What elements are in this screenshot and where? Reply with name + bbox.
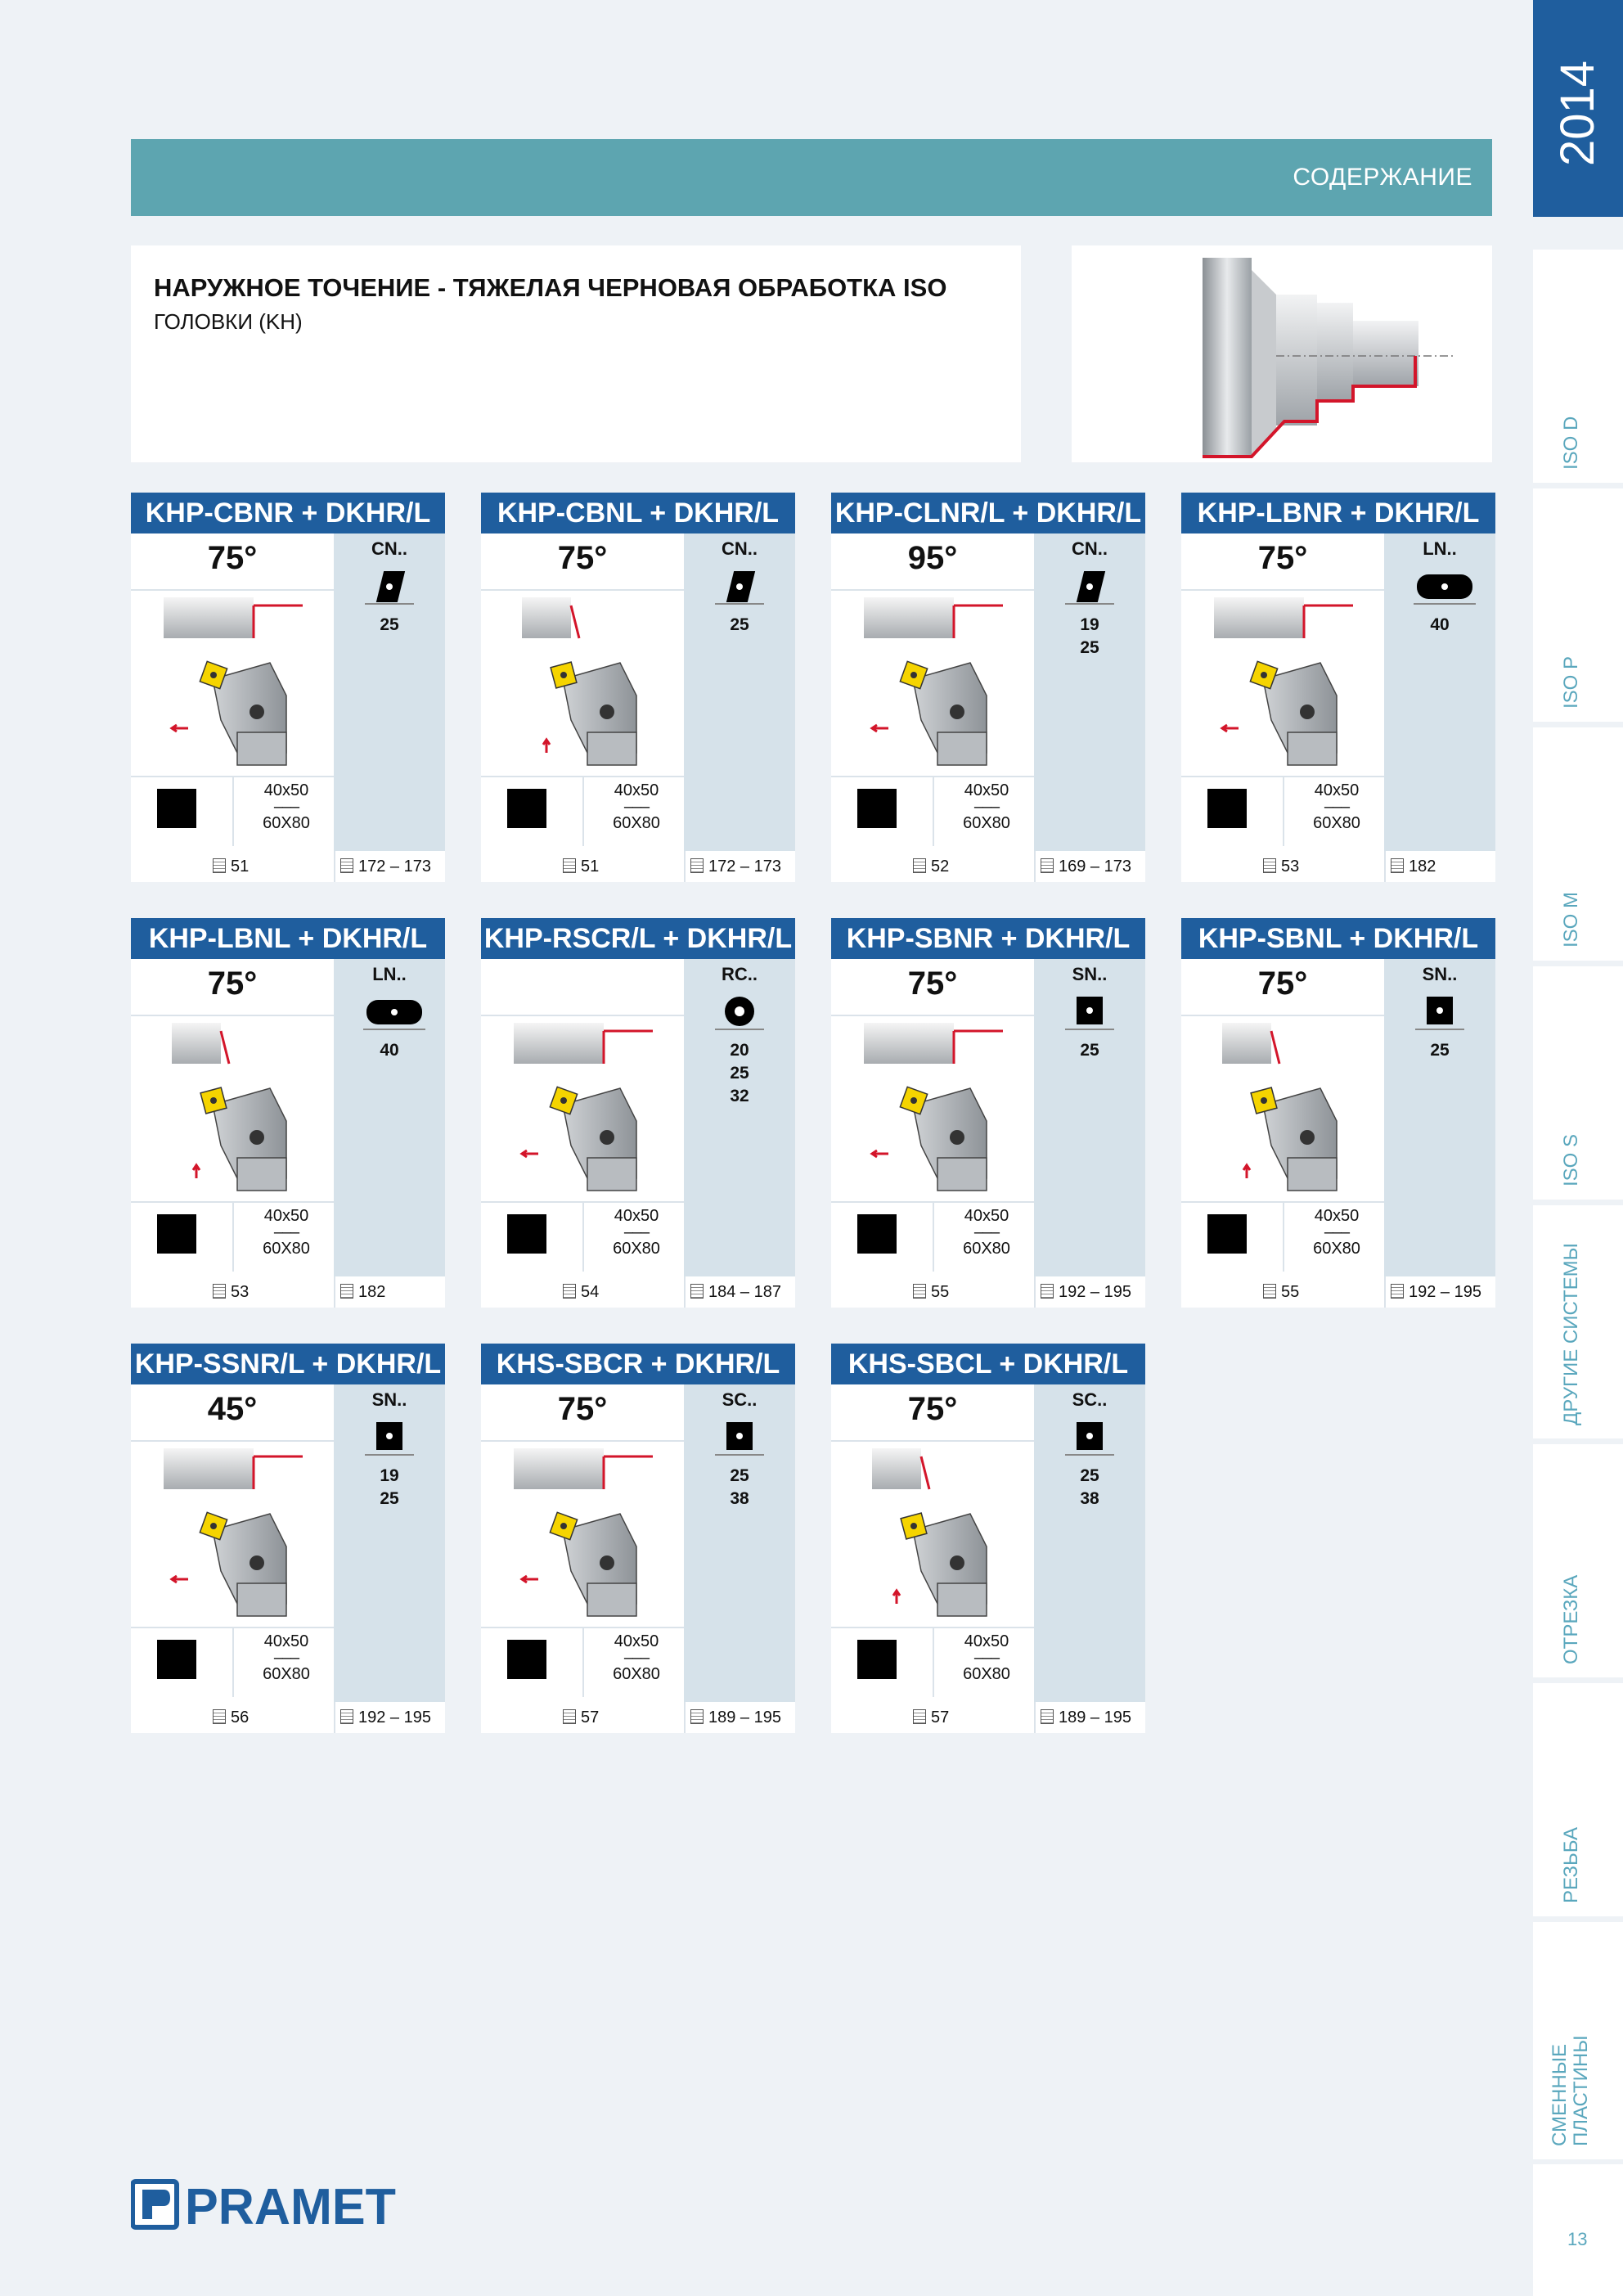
holder-drawing-icon [847,1015,1027,1195]
approach-angle: 75° [907,1391,958,1427]
insert-shape-icon [1062,1417,1117,1458]
insert-page-numbers: 184 – 187 [708,1283,781,1301]
pramet-logo [131,2178,401,2231]
card-title[interactable]: KHP-SBNR + DKHR/L [831,918,1145,959]
insert-code: CN.. [371,538,407,559]
holder-page-ref[interactable] [131,1702,334,1733]
shank-size-top: 40x50 [263,1207,309,1225]
catalog-page-icon [213,1284,226,1299]
tab-label: ISO P [1560,655,1582,709]
shank-size-sep: ––– [973,798,1000,816]
shank-size-bottom: 60X80 [263,1665,310,1683]
product-card[interactable] [131,493,445,882]
insert-page-numbers: 192 – 195 [358,1708,431,1727]
tab-iso-s[interactable] [1533,966,1623,1200]
holder-drawing-icon [147,589,327,769]
title-box [131,245,1021,462]
shank-sizes [245,1208,327,1257]
insert-sizes: 19 25 [1080,615,1099,657]
holder-drawing-icon [1198,589,1378,769]
insert-sizes: 25 [730,615,749,634]
catalog-page-icon [340,858,353,873]
card-title[interactable]: KHP-CBNL + DKHR/L [481,493,795,533]
divider [933,776,934,846]
insert-sizes: 25 38 [730,1466,749,1508]
insert-shape-icon [1062,566,1117,607]
catalog-page-icon [913,1284,926,1299]
insert-code: RC.. [722,964,758,984]
insert-page-ref[interactable] [684,1276,795,1308]
insert-page-ref[interactable] [1384,851,1495,882]
approach-angle: 75° [207,540,258,576]
card-title[interactable]: KHP-LBNR + DKHR/L [1181,493,1495,533]
catalog-page-icon [213,858,226,873]
divider [1283,1201,1284,1272]
shank-size-bottom: 60X80 [263,814,310,832]
shank-size-bottom: 60X80 [263,1240,310,1258]
tab-iso-d[interactable] [1533,250,1623,483]
tab-label: ISO D [1560,416,1582,470]
approach-angle: 75° [557,540,608,576]
catalog-page-icon [1391,858,1404,873]
divider [232,1627,234,1697]
holder-drawing-icon [147,1015,327,1195]
insert-sizes: 25 [380,615,399,634]
shank-size-top: 40x50 [614,1207,659,1225]
approach-angle: 75° [207,966,258,1002]
product-card[interactable] [481,493,795,882]
holder-drawing-icon [1198,1015,1378,1195]
shank-size-sep: ––– [623,1223,650,1241]
holder-page-ref[interactable] [831,851,1034,882]
holder-page-number: 55 [1281,1283,1300,1301]
product-card[interactable] [1181,918,1495,1308]
tab-parting[interactable] [1533,1444,1623,1677]
shank-section-icon [1207,1214,1247,1254]
product-card[interactable] [831,493,1145,882]
approach-angle: 75° [907,966,958,1002]
holder-page-ref[interactable] [131,1276,334,1308]
tab-other-systems[interactable] [1533,1205,1623,1438]
insert-page-numbers: 192 – 195 [1059,1283,1131,1301]
holder-page-number: 57 [931,1708,950,1727]
holder-drawing-icon [847,1440,1027,1620]
tab-label: ISO S [1560,1133,1582,1186]
shank-size-top: 40x50 [964,1632,1009,1650]
insert-page-numbers: 189 – 195 [1059,1708,1131,1727]
shank-sizes [245,1633,327,1682]
shank-size-bottom: 60X80 [1313,814,1360,832]
insert-page-numbers: 172 – 173 [358,858,431,876]
shank-section-icon [507,789,546,828]
shank-section-icon [857,1214,897,1254]
contents-link[interactable]: СОДЕРЖАНИЕ [1293,164,1472,191]
shank-sizes [245,782,327,831]
divider [232,776,234,846]
catalog-page-icon [913,1709,926,1724]
holder-page-number: 52 [931,858,950,876]
tab-label: ОТРЕЗКА [1560,1574,1582,1664]
section-header-bar [131,139,1492,216]
catalog-page-icon [1391,1284,1404,1299]
insert-code: SN.. [371,1389,407,1410]
shank-sizes [946,1208,1027,1257]
approach-angle: 45° [207,1391,258,1427]
logo-text: PRAMET [185,2179,397,2231]
shank-section-icon [157,1640,196,1679]
tab-label: ДРУГИЕ СИСТЕМЫ [1560,1243,1582,1425]
shank-size-top: 40x50 [1314,781,1360,799]
insert-code: LN.. [1423,538,1457,559]
page-subtitle: ГОЛОВКИ (KH) [154,309,303,334]
catalog-page-icon [340,1284,353,1299]
holder-page-number: 57 [581,1708,600,1727]
insert-shape-icon [1062,992,1117,1033]
product-card[interactable] [831,918,1145,1308]
insert-code: CN.. [722,538,758,559]
holder-drawing-icon [497,1440,677,1620]
tab-label: ISO M [1560,891,1582,948]
shank-section-icon [857,789,897,828]
insert-page-numbers: 169 – 173 [1059,858,1131,876]
shank-section-icon [157,1214,196,1254]
shank-section-icon [157,789,196,828]
holder-page-ref[interactable] [481,851,684,882]
catalog-page-icon [1263,858,1276,873]
product-card[interactable] [131,918,445,1308]
insert-code: SC.. [722,1389,758,1410]
card-title[interactable]: KHP-CBNR + DKHR/L [131,493,445,533]
shank-size-bottom: 60X80 [613,1665,660,1683]
holder-page-number: 53 [231,1283,250,1301]
divider [582,1201,584,1272]
holder-drawing-icon [147,1440,327,1620]
shank-sizes [596,1633,677,1682]
shank-size-sep: ––– [623,798,650,816]
insert-page-ref[interactable] [1034,851,1145,882]
shank-sizes [1296,782,1378,831]
shank-section-icon [857,1640,897,1679]
year-label: 2014 [1551,60,1604,166]
shank-size-bottom: 60X80 [613,1240,660,1258]
catalog-page-icon [1041,858,1054,873]
tab-inserts[interactable] [1533,1922,1623,2159]
shank-sizes [1296,1208,1378,1257]
card-title[interactable]: KHP-SSNR/L + DKHR/L [131,1344,445,1384]
shank-size-bottom: 60X80 [963,1240,1010,1258]
insert-sizes: 20 25 32 [730,1041,749,1105]
shank-size-sep: ––– [1324,1223,1350,1241]
holder-page-ref[interactable] [831,1276,1034,1308]
insert-code: SN.. [1422,964,1458,984]
insert-shape-icon [1412,992,1468,1033]
insert-shape-icon [1412,566,1468,607]
insert-sizes: 25 [1430,1041,1450,1060]
shank-size-sep: ––– [273,1223,299,1241]
approach-angle: 95° [907,540,958,576]
insert-code: SC.. [1072,1389,1108,1410]
shank-size-top: 40x50 [964,781,1009,799]
shank-size-sep: ––– [973,1223,1000,1241]
tab-label-line2: ПЛАСТИНЫ [1570,2035,1592,2146]
card-title[interactable]: KHP-CLNR/L + DKHR/L [831,493,1145,533]
holder-page-number: 53 [1281,858,1300,876]
insert-shape-icon [712,566,767,607]
turning-diagram [1072,245,1492,462]
shank-size-sep: ––– [273,798,299,816]
insert-code: SN.. [1072,964,1108,984]
tab-iso-p[interactable] [1533,488,1623,722]
shank-size-top: 40x50 [614,781,659,799]
year-tab[interactable] [1533,0,1623,217]
insert-shape-icon [362,566,417,607]
holder-page-ref[interactable] [131,851,334,882]
divider [933,1627,934,1697]
catalog-page-icon [563,858,576,873]
insert-page-ref[interactable] [684,851,795,882]
card-title[interactable]: KHS-SBCL + DKHR/L [831,1344,1145,1384]
catalog-page-icon [690,858,704,873]
holder-page-number: 56 [231,1708,250,1727]
insert-sizes: 40 [380,1041,399,1060]
holder-page-number: 51 [581,858,600,876]
catalog-page-icon [213,1709,226,1724]
insert-shape-icon [712,1417,767,1458]
card-title[interactable]: KHP-RSCR/L + DKHR/L [481,918,795,959]
shank-size-sep: ––– [973,1649,1000,1667]
shank-section-icon [1207,789,1247,828]
insert-page-ref[interactable] [1384,1276,1495,1308]
product-card[interactable] [481,1344,795,1733]
divider [582,1627,584,1697]
divider [1283,776,1284,846]
insert-page-numbers: 182 [358,1283,386,1301]
catalog-page-icon [1041,1709,1054,1724]
divider [933,1201,934,1272]
catalog-page-icon [563,1709,576,1724]
holder-page-ref[interactable] [481,1276,684,1308]
insert-page-numbers: 172 – 173 [708,858,781,876]
tab-threading[interactable] [1533,1683,1623,1916]
holder-page-number: 55 [931,1283,950,1301]
shank-size-top: 40x50 [614,1632,659,1650]
insert-page-ref[interactable] [334,1276,445,1308]
insert-sizes: 25 38 [1080,1466,1099,1508]
product-card[interactable] [1181,493,1495,882]
shank-sizes [946,782,1027,831]
shank-sizes [596,782,677,831]
insert-page-ref[interactable] [1034,1702,1145,1733]
insert-code: LN.. [372,964,407,984]
shank-size-top: 40x50 [263,1632,309,1650]
insert-page-numbers: 182 [1409,858,1436,876]
shank-size-sep: ––– [1324,798,1350,816]
insert-page-ref[interactable] [1034,1276,1145,1308]
card-title[interactable]: KHS-SBCR + DKHR/L [481,1344,795,1384]
card-title[interactable]: KHP-LBNL + DKHR/L [131,918,445,959]
shank-size-bottom: 60X80 [963,814,1010,832]
page-title: НАРУЖНОЕ ТОЧЕНИЕ - ТЯЖЕЛАЯ ЧЕРНОВАЯ ОБРАБОТКА ISO [154,273,947,302]
holder-page-number: 54 [581,1283,600,1301]
catalog-page-icon [690,1284,704,1299]
product-card[interactable] [481,918,795,1308]
product-card[interactable] [131,1344,445,1733]
shank-size-bottom: 60X80 [1313,1240,1360,1258]
catalog-page-icon [1263,1284,1276,1299]
insert-page-numbers: 189 – 195 [708,1708,781,1727]
holder-drawing-icon [847,589,1027,769]
approach-angle: 75° [1257,540,1308,576]
product-card[interactable] [831,1344,1145,1733]
insert-sizes: 19 25 [380,1466,399,1508]
tab-iso-m[interactable] [1533,727,1623,961]
holder-page-ref[interactable] [831,1702,1034,1733]
insert-shape-icon [362,992,417,1033]
shank-section-icon [507,1640,546,1679]
holder-page-number: 51 [231,858,250,876]
insert-page-numbers: 192 – 195 [1409,1283,1481,1301]
shank-size-top: 40x50 [964,1207,1009,1225]
catalog-page-icon [913,858,926,873]
page-number: 13 [1567,2229,1588,2249]
shank-size-bottom: 60X80 [963,1665,1010,1683]
catalog-page-icon [690,1709,704,1724]
divider [582,776,584,846]
insert-sizes: 25 [1080,1041,1099,1060]
tab-label-line1: СМЕННЫЕ [1549,2044,1571,2146]
holder-drawing-icon [497,589,677,769]
catalog-page-icon [1041,1284,1054,1299]
shank-size-top: 40x50 [263,781,309,799]
divider [232,1201,234,1272]
holder-page-ref[interactable] [1181,1276,1384,1308]
insert-page-ref[interactable] [684,1702,795,1733]
shank-sizes [596,1208,677,1257]
holder-page-ref[interactable] [481,1702,684,1733]
insert-code: CN.. [1072,538,1108,559]
tab-label: РЕЗЬБА [1560,1827,1582,1903]
insert-sizes: 40 [1430,615,1450,634]
catalog-page-icon [563,1284,576,1299]
card-title[interactable]: KHP-SBNL + DKHR/L [1181,918,1495,959]
shank-size-sep: ––– [623,1649,650,1667]
shank-size-sep: ––– [273,1649,299,1667]
insert-shape-icon [712,992,767,1033]
holder-page-ref[interactable] [1181,851,1384,882]
shank-size-top: 40x50 [1314,1207,1360,1225]
shank-section-icon [507,1214,546,1254]
approach-angle: 75° [557,1391,608,1427]
catalog-page-icon [340,1709,353,1724]
approach-angle: 75° [1257,966,1308,1002]
shank-sizes [946,1633,1027,1682]
insert-shape-icon [362,1417,417,1458]
holder-drawing-icon [497,1015,677,1195]
insert-page-ref[interactable] [334,1702,445,1733]
shank-size-bottom: 60X80 [613,814,660,832]
insert-page-ref[interactable] [334,851,445,882]
